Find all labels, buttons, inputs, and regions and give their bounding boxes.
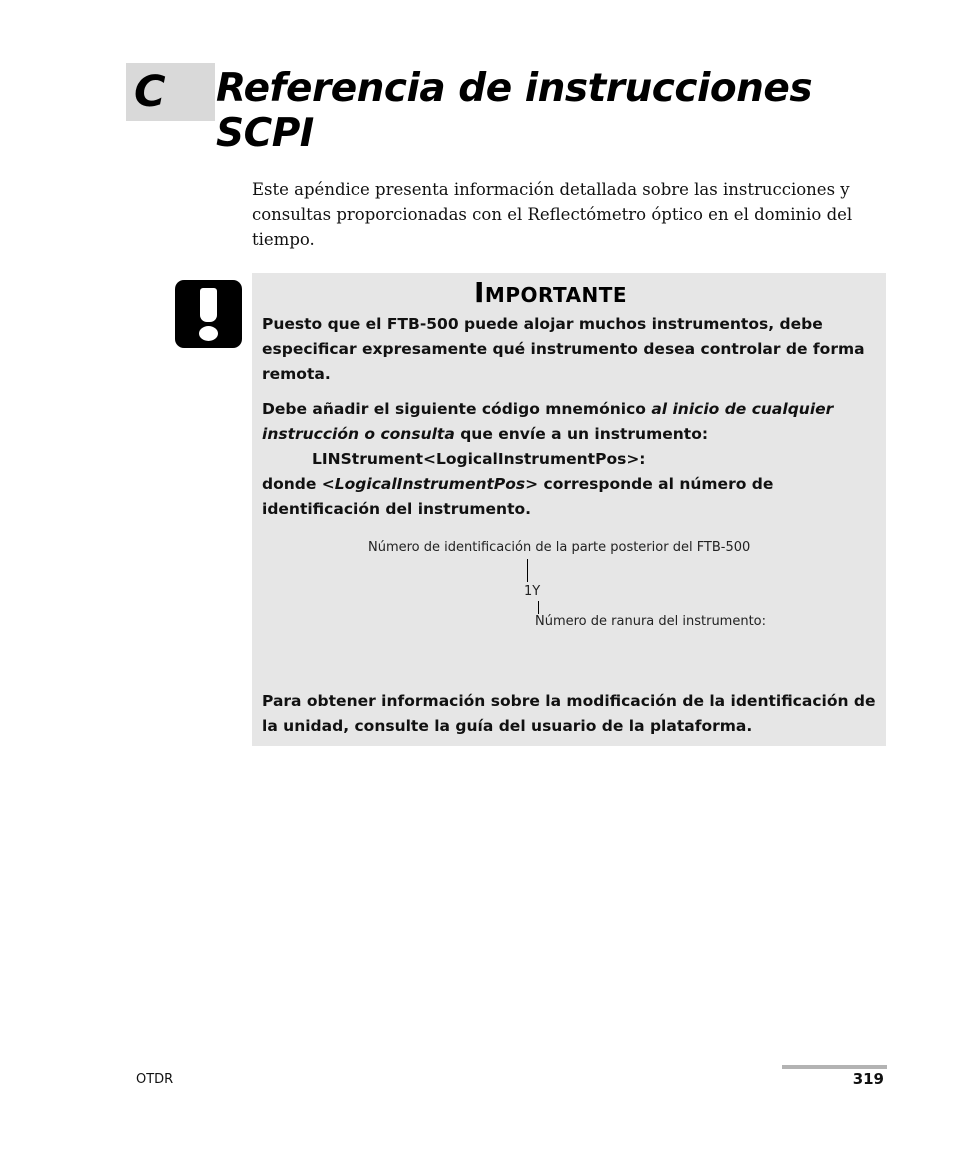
para2-start: Debe añadir el siguiente código mnemónico — [262, 400, 652, 418]
important-paragraph-3: Para obtener información sobre la modificación de la identificación de la unidad, consulte la guía del usuario de la plataforma. — [262, 692, 876, 735]
footer-product: OTDR — [136, 1072, 174, 1087]
exclamation-dot — [199, 326, 218, 341]
diagram-example-id: 1Y — [524, 584, 541, 599]
where-end: > corresponde al número de identificación del instrumento. — [262, 475, 774, 518]
diagram-top-label: Número de identificación de la parte posterior del FTB-500 — [368, 540, 751, 555]
page-number: 319 — [852, 1070, 884, 1088]
diagram-connector-bottom — [538, 601, 539, 614]
diagram-bottom-label: Número de ranura del instrumento: — [535, 614, 767, 629]
diagram-connector-top — [527, 559, 528, 582]
important-paragraph-2 — [262, 397, 876, 522]
where-start: donde < — [262, 475, 335, 493]
para2-emphasis: al inicio de cualquier instrucción o consulta — [262, 400, 834, 443]
page-title: Referencia de instrucciones SCPI — [216, 66, 813, 156]
intro-paragraph: Este apéndice presenta información detallada sobre las instrucciones y consultas proporcionadas con el Reflectómetro óptico en el dominio del tiempo. — [252, 180, 853, 249]
important-paragraph-1: Puesto que el FTB-500 puede alojar muchos instrumentos, debe especificar expresamente qué instrumento desea controlar de forma remota. — [262, 315, 865, 383]
where-emphasis: LogicalInstrumentPos — [334, 475, 526, 493]
chapter-letter: C — [134, 67, 166, 117]
mnemonic-code: LINStrument<LogicalInstrumentPos>: — [312, 450, 646, 468]
important-heading: Importante — [474, 276, 628, 309]
para2-end: que envíe a un instrumento: — [454, 425, 709, 443]
exclamation-icon — [175, 280, 242, 348]
exclamation-bar — [200, 288, 217, 322]
